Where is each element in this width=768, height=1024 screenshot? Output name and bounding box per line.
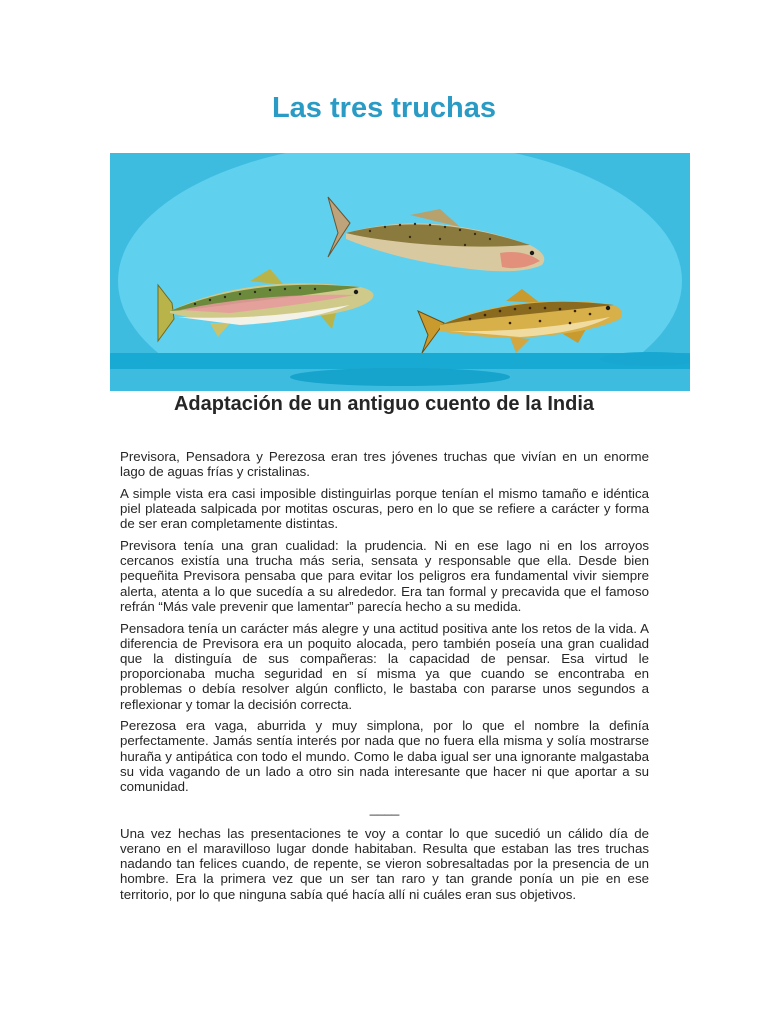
section-separator: ____ xyxy=(369,800,400,816)
paragraph: Una vez hechas las presentaciones te voy a contar lo que sucedió un cálido día de verano en el maravilloso lugar donde habitaban. Resulta que estaban las tres truchas nadando tan felices cuando, de repente, se vieron sobresaltadas por la presencia de un hombre. Era la primera vez que un ser tan raro y tan grande ponía un pie en ese territorio, por lo que ninguna sabía qué hacía allí ni cuáles eran sus objetivos. xyxy=(120,825,649,902)
paragraph: Previsora tenía una gran cualidad: la prudencia. Ni en ese lago ni en los arroyos cercanos existía una trucha más seria, sensata y responsable que ella. Desde bien pequeñita Previsora pensaba que para evitar los peligros era fundamental vivir siempre alerta, atenta a lo que sucedía a su alrededor. Era tan formal y precavida que el famoso refrán “Más vale prevenir que lamentar” parecía hecho a su medida. xyxy=(120,538,649,614)
paragraph: Perezosa era vaga, aburrida y muy simplona, por lo que el nombre la definía perfectamente. Jamás sentía interés por nada que no fuera ella misma y solía mostrarse huraña y antipática con todo el mundo. Como le daba igual ser una ignorante malgastaba su vida vagando de un lado a otro sin nada interesante que hacer ni que aportar a su comunidad. xyxy=(120,718,649,795)
trout-illustration xyxy=(110,153,690,391)
paragraph: A simple vista era casi imposible distinguirlas porque tenían el mismo tamaño e idéntica piel plateada salpicada por motitas oscuras, pero en lo que se refiere a carácter y forma de ser eran completamente distintas. xyxy=(120,485,649,532)
paragraph: Previsora, Pensadora y Perezosa eran tres jóvenes truchas que vivían en un enorme lago de aguas frías y cristalinas. xyxy=(120,449,649,480)
paragraph: Pensadora tenía un carácter más alegre y una actitud positiva ante los retos de la vida. A diferencia de Previsora era un poquito alocada, pero también poseía una gran cualidad que la distinguía de sus compañeras: la capacidad de pensar. Esa virtud le proporcionaba mucha seguridad en sí misma ya que cuando se encontraba en problemas o debía resolver algún conflicto, le bastaba con pararse unos segundos a reflexionar y tomar la decisión correcta. xyxy=(120,620,649,712)
subtitle: Adaptación de un antiguo cuento de la India xyxy=(173,393,595,415)
story-body xyxy=(120,449,649,902)
page-title: Las tres truchas xyxy=(271,92,497,124)
paragraph-clip xyxy=(120,826,649,902)
